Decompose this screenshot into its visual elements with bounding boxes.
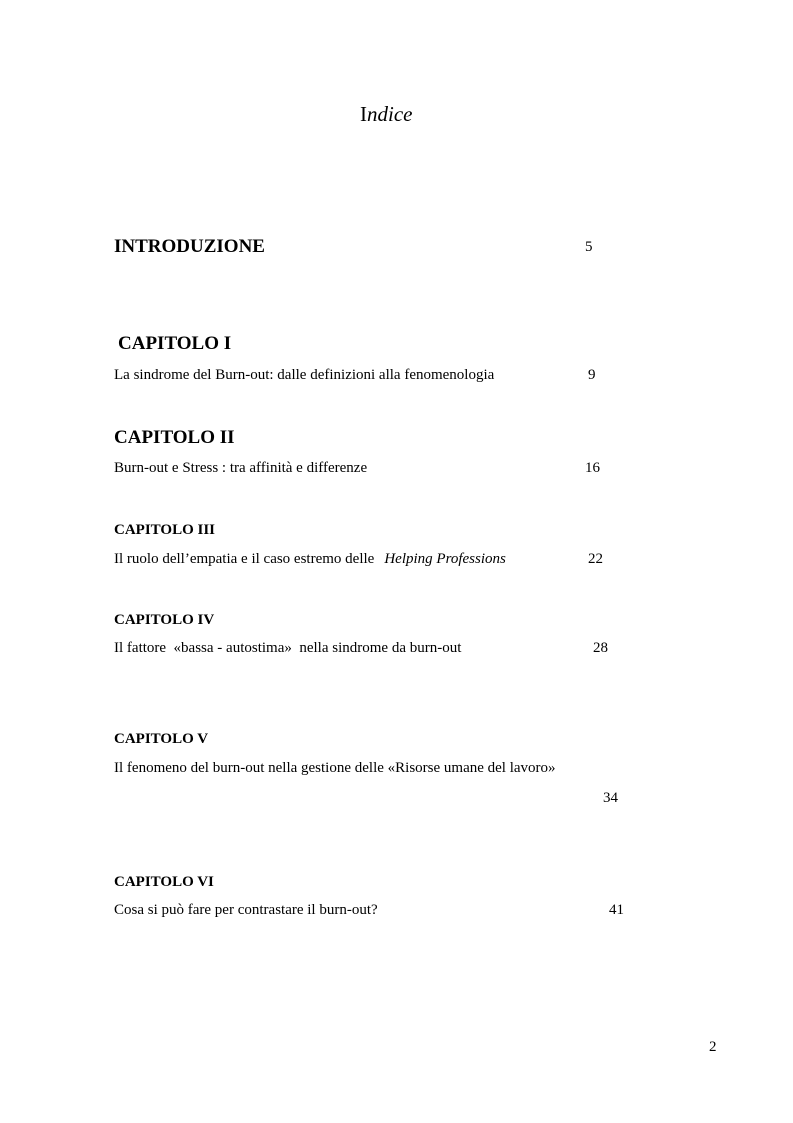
toc-capitolo-3-description-text: Il ruolo dell’empatia e il caso estremo delle (114, 551, 375, 567)
toc-capitolo-6-description: Cosa si può fare per contrastare il burn-out? (114, 902, 378, 918)
toc-capitolo-4-page: 28 (593, 640, 608, 656)
page-title (360, 104, 412, 125)
toc-capitolo-6-heading: CAPITOLO VI (114, 874, 214, 890)
toc-capitolo-2-description: Burn-out e Stress : tra affinità e differenze (114, 460, 368, 476)
toc-capitolo-3-page: 22 (588, 551, 603, 567)
toc-capitolo-4-description: Il fattore «bassa - autostima» nella sindrome da burn-out (114, 640, 462, 656)
toc-capitolo-1-page: 9 (588, 367, 596, 383)
page-title-rest: ndice (367, 102, 413, 126)
toc-capitolo-3-description-italic: Helping Professions (384, 551, 506, 567)
toc-capitolo-5-page: 34 (603, 790, 618, 806)
page-title-initial: I (360, 102, 367, 126)
toc-capitolo-1-description: La sindrome del Burn-out: dalle definizioni alla fenomenologia (114, 367, 495, 383)
page-number: 2 (709, 1039, 717, 1055)
toc-capitolo-2-page: 16 (585, 460, 600, 476)
toc-capitolo-3-heading: CAPITOLO III (114, 522, 216, 538)
toc-capitolo-3-description (114, 552, 506, 567)
toc-capitolo-5-heading: CAPITOLO V (114, 731, 209, 747)
toc-introduzione-heading: INTRODUZIONE (114, 236, 265, 257)
toc-capitolo-5-description: Il fenomeno del burn-out nella gestione delle «Risorse umane del lavoro» (114, 760, 556, 776)
toc-capitolo-4-heading: CAPITOLO IV (114, 612, 215, 628)
toc-capitolo-2-heading: CAPITOLO II (114, 427, 235, 448)
toc-capitolo-1-heading: CAPITOLO I (118, 333, 232, 354)
toc-capitolo-6-page: 41 (609, 902, 624, 918)
toc-introduzione-page: 5 (585, 239, 593, 255)
